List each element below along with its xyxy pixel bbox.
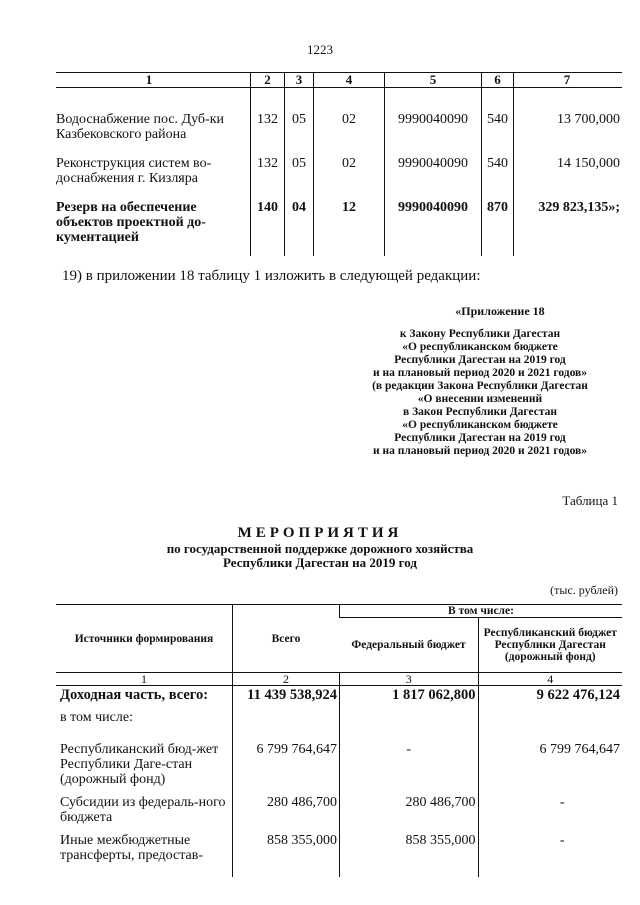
header-source: Источники формирования [56, 605, 233, 673]
row-name: Субсидии из федераль-ного бюджета [60, 795, 226, 825]
cell-republic: - [478, 787, 622, 825]
title-line: Республики Дагестан на 2019 год [223, 555, 417, 570]
budget-table-continuation [56, 72, 622, 256]
appendix-line: к Закону Республики Дагестан [399, 328, 561, 340]
cell: 02 [314, 142, 385, 186]
cell-federal: 858 355,000 [340, 825, 479, 877]
appendix-line: Республики Дагестан на 2019 год [394, 354, 566, 366]
appendix-line: и на плановый период 2020 и 2021 годов» [372, 367, 588, 379]
cell: 140 [251, 186, 285, 256]
row-name: Резерв на обеспечение объектов проектной до-кументацией [56, 200, 206, 245]
amendment-paragraph: 19) в приложении 18 таблицу 1 изложить в следующей редакции: [62, 268, 481, 284]
col-number: 4 [478, 673, 622, 686]
col-header: 2 [251, 73, 285, 88]
cell: 9990040090 [385, 88, 482, 143]
cell: 05 [285, 88, 314, 143]
cell: 9990040090 [385, 186, 482, 256]
appendix-line: (в редакции Закона Республики Дагестан [372, 380, 588, 392]
appendix-line: и на плановый период 2020 и 2021 годов» [372, 445, 588, 457]
empty-cell [478, 706, 622, 734]
row-name: Реконструкция систем во-доснабжения г. Кизляра [56, 156, 212, 186]
empty-cell [340, 706, 479, 734]
header-total: Всего [233, 605, 340, 673]
appendix-line: в Закон Республики Дагестан [403, 406, 557, 418]
col-number: 1 [56, 673, 233, 686]
col-header: 3 [285, 73, 314, 88]
table-row [56, 186, 622, 256]
header-federal: Федеральный бюджет [351, 639, 466, 651]
cell-republic: - [478, 825, 622, 877]
title-line: по государственной поддержке дорожного хозяйства [166, 541, 474, 556]
cell: 540 [482, 142, 514, 186]
cell-amount: 13 700,000 [514, 88, 623, 143]
empty-cell [233, 706, 340, 734]
col-number: 3 [340, 673, 479, 686]
cell-federal: - [340, 734, 479, 787]
row-name: Республиканский бюд-жет Республики Даге-стан (дорожный фонд) [60, 742, 219, 787]
row-name: в том числе: [60, 710, 133, 725]
cell: 12 [314, 186, 385, 256]
header-row [56, 605, 622, 618]
appendix-line: Республики Дагестан на 2019 год [394, 432, 566, 444]
table-header-row [56, 73, 622, 88]
appendix-line: «О республиканском бюджете [402, 419, 558, 431]
appendix-line: «Приложение 18 [455, 304, 545, 318]
cell-amount: 14 150,000 [514, 142, 623, 186]
col-header: 4 [314, 73, 385, 88]
col-header: 5 [385, 73, 482, 88]
cell: 132 [251, 142, 285, 186]
cell-republic: 6 799 764,647 [478, 734, 622, 787]
row-name: Доходная часть, всего: [60, 687, 209, 703]
cell: 02 [314, 88, 385, 143]
cell-total: 858 355,000 [233, 825, 340, 877]
cell-federal: 1 817 062,800 [340, 686, 479, 707]
cell: 870 [482, 186, 514, 256]
table-row [56, 825, 622, 877]
col-number: 2 [233, 673, 340, 686]
road-support-table [56, 604, 622, 877]
cell-republic: 9 622 476,124 [478, 686, 622, 707]
title-main: МЕРОПРИЯТИЯ [237, 525, 403, 541]
header-including: В том числе: [340, 605, 623, 618]
unit-label: (тыс. рублей) [550, 583, 618, 597]
col-header: 1 [56, 73, 251, 88]
header-republic: Республиканский бюджет Республики Дагестан (дорожный фонд) [478, 618, 622, 673]
table-row [56, 686, 622, 707]
table-row [56, 88, 622, 143]
document-title [0, 525, 640, 570]
row-name: Иные межбюджетные трансферты, предостав- [60, 833, 203, 863]
col-header: 7 [514, 73, 623, 88]
appendix-line: «О республиканском бюджете [402, 341, 558, 353]
table-row [56, 787, 622, 825]
cell-total: 280 486,700 [233, 787, 340, 825]
page-number: 1223 [307, 42, 333, 57]
cell-total: 11 439 538,924 [233, 686, 340, 707]
cell: 540 [482, 88, 514, 143]
appendix-header [330, 305, 630, 458]
cell-amount: 329 823,135»; [514, 186, 623, 256]
row-name: Водоснабжение пос. Дуб-ки Казбековского района [56, 112, 224, 142]
cell: 132 [251, 88, 285, 143]
appendix-line: «О внесении изменений [417, 393, 543, 405]
cell: 04 [285, 186, 314, 256]
column-number-row [56, 673, 622, 686]
cell-total: 6 799 764,647 [233, 734, 340, 787]
table-row [56, 706, 622, 734]
cell: 9990040090 [385, 142, 482, 186]
cell-federal: 280 486,700 [340, 787, 479, 825]
table-row [56, 142, 622, 186]
col-header: 6 [482, 73, 514, 88]
table-row [56, 734, 622, 787]
table-label: Таблица 1 [562, 493, 618, 508]
cell: 05 [285, 142, 314, 186]
